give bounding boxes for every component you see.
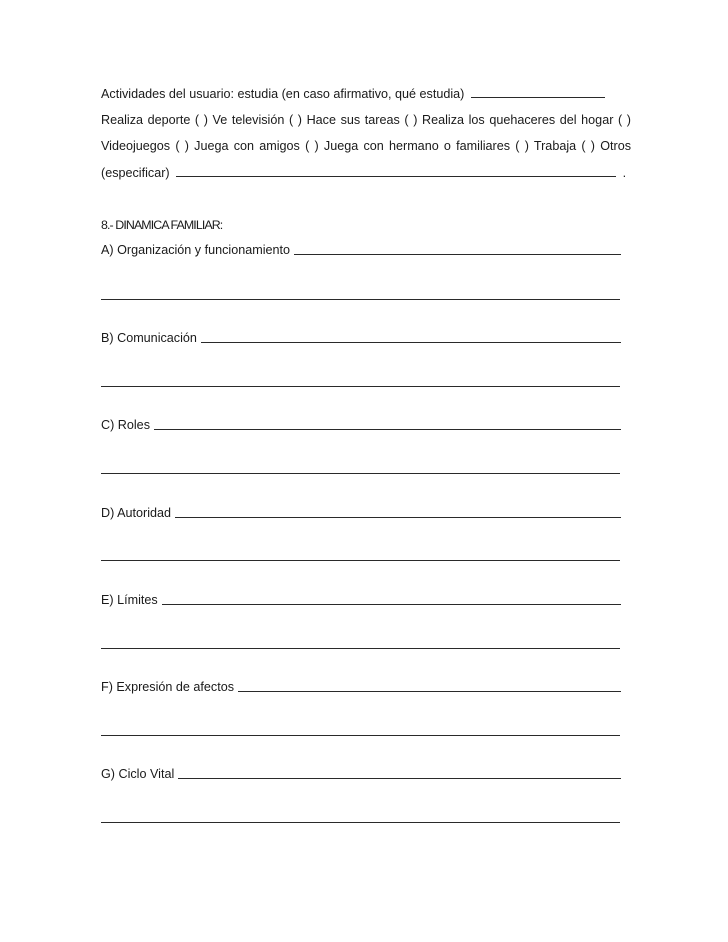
field-label: C) Roles [101,418,150,432]
activities-line-4 [101,165,631,181]
study-answer-blank[interactable] [471,86,605,98]
answer-line[interactable] [238,690,621,692]
specify-answer-blank[interactable] [176,165,616,177]
field-organizacion [101,242,621,258]
field-comunicacion [101,330,621,346]
answer-line[interactable] [201,341,621,343]
field-label: D) Autoridad [101,506,172,520]
answer-line[interactable] [162,603,621,605]
answer-continuation-line[interactable] [101,560,620,561]
field-roles [101,417,621,433]
field-expresion-afectos [101,679,621,695]
answer-line[interactable] [294,253,621,255]
field-limites [101,592,621,608]
field-ciclo-vital [101,766,621,782]
answer-continuation-line[interactable] [101,473,620,474]
answer-continuation-line[interactable] [101,822,620,823]
field-label: G) Ciclo Vital [101,767,175,781]
answer-continuation-line[interactable] [101,299,620,300]
field-autoridad [101,505,621,521]
section-heading: 8.- DINAMICA FAMILIAR: [101,218,223,232]
field-label: B) Comunicación [101,331,197,345]
answer-continuation-line[interactable] [101,386,620,387]
activities-question: Actividades del usuario: estudia (en caso afirmativo, qué estudia) [101,87,465,101]
specify-label: (especificar) [101,166,170,180]
answer-line[interactable] [154,428,621,430]
field-label: E) Límites [101,593,158,607]
answer-continuation-line[interactable] [101,735,620,736]
answer-continuation-line[interactable] [101,648,620,649]
activities-line-3: Videojuegos ( ) Juega con amigos ( ) Juega con hermano o familiares ( ) Trabaja ( ) Otros [101,139,631,153]
activities-line-2: Realiza deporte ( ) Ve televisión ( ) Hace sus tareas ( ) Realiza los quehaceres del hogar ( ) [101,113,631,127]
field-label: F) Expresión de afectos [101,680,234,694]
activities-line-1 [101,86,631,102]
field-label: A) Organización y funcionamiento [101,243,291,257]
answer-line[interactable] [175,516,621,518]
specify-end-period: . [622,166,627,180]
answer-line[interactable] [178,777,621,779]
